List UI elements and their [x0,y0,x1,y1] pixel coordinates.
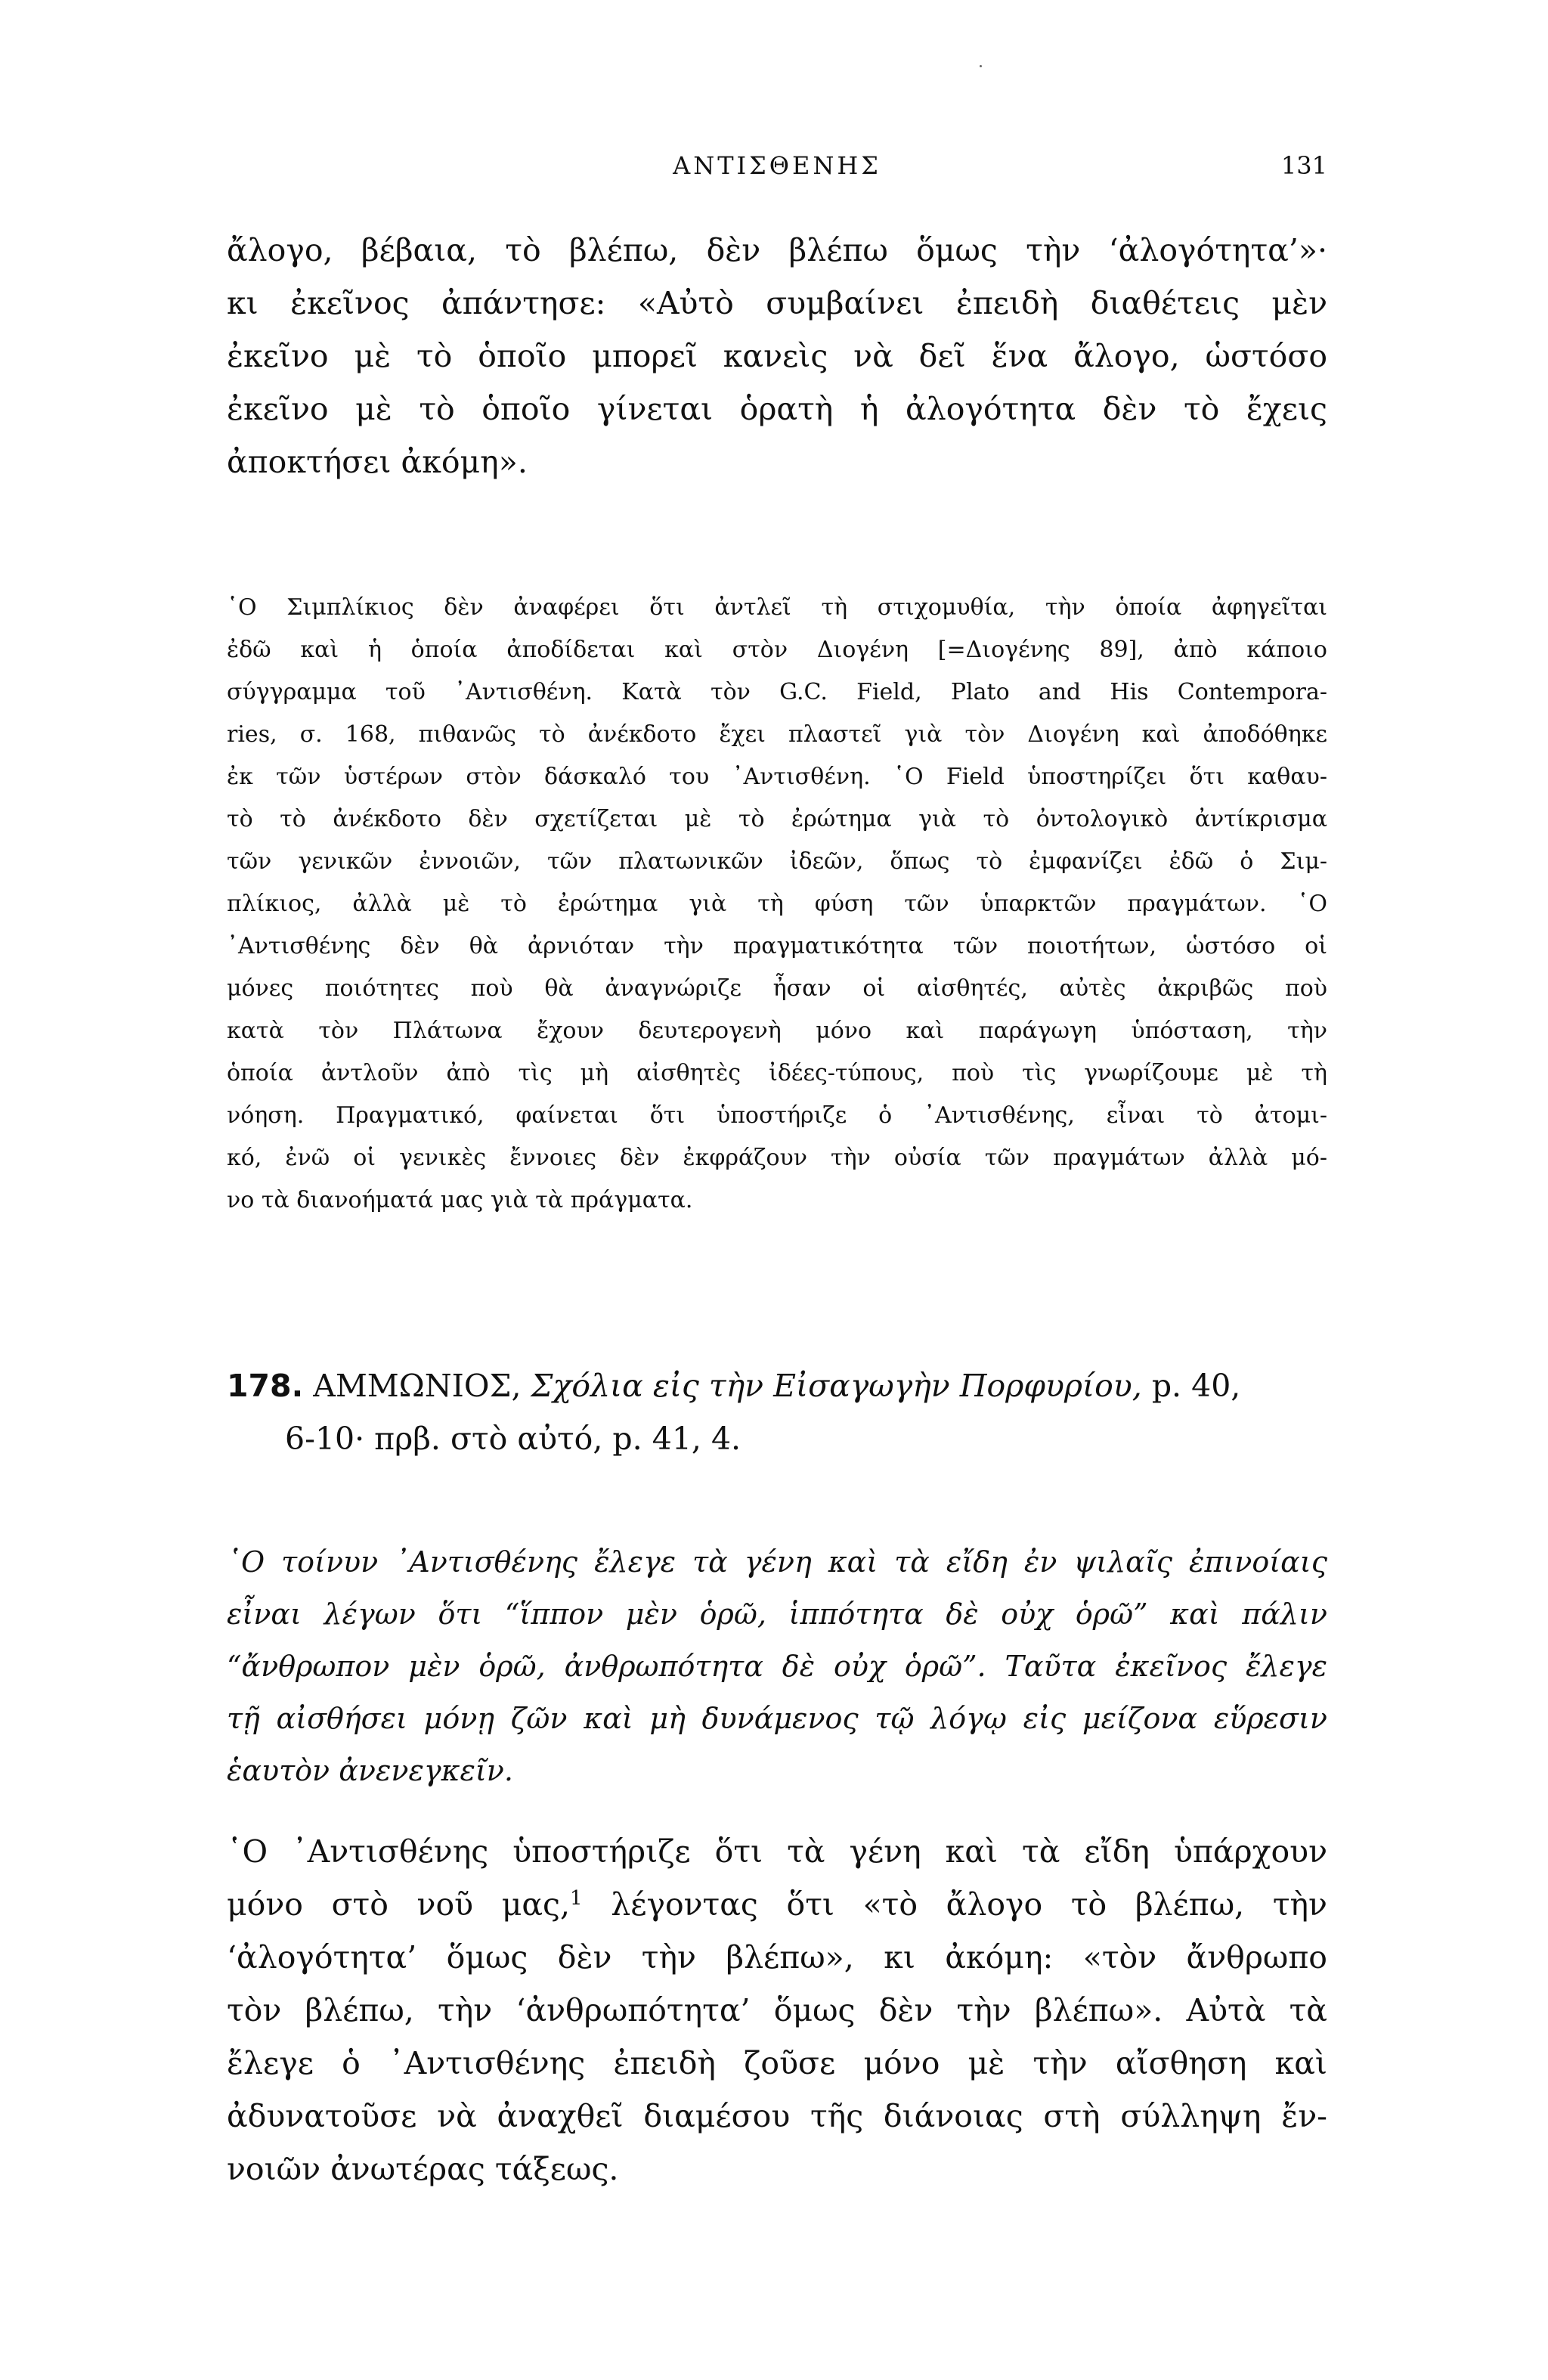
section-heading-178 [227,1359,1327,1465]
footnote-marker: 1 [570,1887,583,1910]
commentary-paragraph [227,587,1327,1222]
text-line: κατὰ τὸν Πλάτωνα ἔχουν δευτερογενὴ μόνο καὶ παράγωγη ὑπόσταση, τὴν [227,1018,1327,1044]
author-name: ΑΜΜΩΝΙΟΣ, [313,1368,522,1404]
text-line: νο τὰ διανοήματά μας γιὰ τὰ πράγματα. [227,1187,693,1213]
text-line: ῾Ο τοίνυν ᾿Αντισθένης ἔλεγε τὰ γένη καὶ τὰ εἴδη ἐν ψιλαῖς ἐπινοίαις [227,1545,1327,1579]
text-line: ῾Ο ᾿Αντισθένης ὑποστήριζε ὅτι τὰ γένη καὶ τὰ εἴδη ὑπάρχουν [227,1833,1327,1870]
heading-line: 6-10· πρβ. στὸ αὐτό, p. 41, 4. [285,1421,741,1457]
translation-continuation [227,224,1327,488]
page-number: 131 [1280,151,1327,180]
heading-line [227,1359,1327,1412]
running-head [227,151,1327,189]
text-line: τῇ αἰσθήσει μόνῃ ζῶν καὶ μὴ δυνάμενος τῷ λόγῳ εἰς μείζονα εὕρεσιν [227,1702,1327,1735]
translation-paragraph [227,1825,1327,2196]
text-line: σύγγραμμα τοῦ ᾿Αντισθένη. Κατὰ τὸν G.C. Field, Plato and His Contempora- [227,679,1327,705]
text-line: ὁποία ἀντλοῦν ἀπὸ τὶς μὴ αἰσθητὲς ἰδέες-τύπους, ποὺ τὶς γνωρίζουμε μὲ τὴ [227,1060,1327,1086]
text-line: πλίκιος, ἀλλὰ μὲ τὸ ἐρώτημα γιὰ τὴ φύση τῶν ὑπαρκτῶν πραγμάτων. ῾Ο [227,891,1327,917]
text-line: ἄλογο, βέβαια, τὸ βλέπω, δὲν βλέπω ὅμως τὴν ‘ἀλογότητα’»· [227,232,1327,268]
text-line: ῾Ο Σιμπλίκιος δὲν ἀναφέρει ὅτι ἀντλεῖ τὴ στιχομυθία, τὴν ὁποία ἀφηγεῖται [227,594,1327,621]
text-line: ἑαυτὸν ἀνενεγκεῖν. [227,1754,513,1787]
text-line: ries, σ. 168, πιθανῶς τὸ ἀνέκδοτο ἔχει πλαστεῖ γιὰ τὸν Διογένη καὶ ἀποδόθηκε [227,721,1327,748]
text-line: τὸ τὸ ἀνέκδοτο δὲν σχετίζεται μὲ τὸ ἐρώτημα γιὰ τὸ ὀντολογικὸ ἀντίκρισμα [227,806,1327,832]
text-line [227,1878,1327,1931]
scan-speck [980,65,982,67]
text-line: ἐκεῖνο μὲ τὸ ὁποῖο γίνεται ὁρατὴ ἡ ἀλογότητα δὲν τὸ ἔχεις [227,391,1327,427]
text-fragment: λέγοντας ὅτι «τὸ ἄλογο τὸ βλέπω, τὴν [582,1886,1327,1923]
text-line: κό, ἐνῶ οἱ γενικὲς ἔννοιες δὲν ἐκφράζουν τὴν οὐσία τῶν πραγμάτων ἀλλὰ μό- [227,1145,1327,1171]
text-line: ᾿Αντισθένης δὲν θὰ ἀρνιόταν τὴν πραγματικότητα τῶν ποιοτήτων, ὡστόσο οἱ [227,933,1327,959]
text-line: “ἄνθρωπον μὲν ὁρῶ, ἀνθρωπότητα δὲ οὐχ ὁρῶ”. Ταῦτα ἐκεῖνος ἔλεγε [227,1650,1327,1683]
text-line: ἀποκτήσει ἀκόμη». [227,444,528,480]
text-fragment: μόνο στὸ νοῦ μας, [227,1886,571,1923]
section-number: 178. [227,1368,304,1404]
text-line: νοιῶν ἀνωτέρας τάξεως. [227,2151,619,2187]
text-line: τῶν γενικῶν ἐννοιῶν, τῶν πλατωνικῶν ἰδεῶν, ὅπως τὸ ἐμφανίζει ἐδῶ ὁ Σιμ- [227,848,1327,875]
running-title: ΑΝΤΙΣΘΕΝΗΣ [673,151,881,180]
text-line: εἶναι λέγων ὅτι “ἵππον μὲν ὁρῶ, ἱππότητα δὲ οὐχ ὁρῶ” καὶ πάλιν [227,1598,1327,1631]
text-line: ‘ἀλογότητα’ ὅμως δὲν τὴν βλέπω», κι ἀκόμη: «τὸν ἄνθρωπο [227,1939,1327,1976]
text-line: νόηση. Πραγματικό, φαίνεται ὅτι ὑποστήριζε ὁ ᾿Αντισθένης, εἶναι τὸ ἀτομι- [227,1102,1327,1129]
text-line: τὸν βλέπω, τὴν ‘ἀνθρωπότητα’ ὅμως δὲν τὴν βλέπω». Αὐτὰ τὰ [227,1992,1327,2028]
text-line: ἐκ τῶν ὑστέρων στὸν δάσκαλό του ᾿Αντισθένη. ῾Ο Field ὑποστηρίζει ὅτι καθαυ- [227,764,1327,790]
text-line: ἐδῶ καὶ ἡ ὁποία ἀποδίδεται καὶ στὸν Διογένη [=Διογένης 89], ἀπὸ κάποιο [227,637,1327,663]
text-line: ἔλεγε ὁ ᾿Αντισθένης ἐπειδὴ ζοῦσε μόνο μὲ τὴν αἴσθηση καὶ [227,2045,1327,2081]
text-line: ἐκεῖνο μὲ τὸ ὁποῖο μπορεῖ κανεὶς νὰ δεῖ ἕνα ἄλογο, ὡστόσο [227,338,1327,374]
text-line: μόνες ποιότητες ποὺ θὰ ἀναγνώριζε ἦσαν οἱ αἰσθητές, αὐτὲς ἀκριβῶς ποὺ [227,975,1327,1002]
greek-source-quote [227,1536,1327,1797]
text-line: κι ἐκεῖνος ἀπάντησε: «Αὐτὸ συμβαίνει ἐπειδὴ διαθέτεις μὲν [227,285,1327,321]
work-title: Σχόλια εἰς τὴν Εἰσαγωγὴν Πορφυρίου, [531,1368,1142,1404]
text-line: ἀδυνατοῦσε νὰ ἀναχθεῖ διαμέσου τῆς διάνοιας στὴ σύλληψη ἔν- [227,2098,1327,2134]
work-ref: p. 40, [1151,1368,1241,1404]
